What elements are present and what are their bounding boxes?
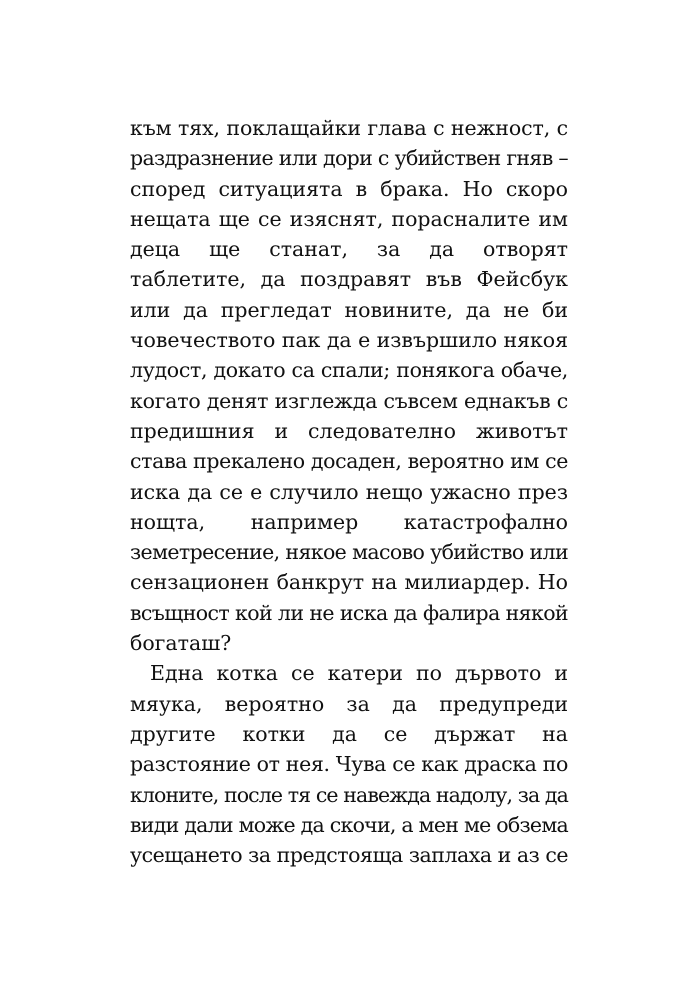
text-line: раздразнение или дори с убийствен гняв – (130, 146, 568, 171)
text-line: или да прегледат новините, да не би (130, 297, 568, 322)
text-line: таблетите, да поздравят във Фейсбук (130, 267, 568, 292)
text-line: иска да се е случило нещо ужасно през (130, 479, 568, 504)
text-line: според ситуацията в брака. Но скоро (130, 176, 568, 201)
text-line: деца ще станат, за да отворят (130, 237, 568, 262)
text-line: види дали може да скочи, а мен ме обзема (130, 812, 568, 837)
text-line: става прекалено досаден, вероятно им се (130, 449, 568, 474)
text-line: нещата ще се изяснят, порасналите им (130, 206, 568, 231)
text-line: човечеството пак да е извършило някоя (130, 328, 569, 353)
paragraph (130, 658, 568, 870)
body-text (130, 113, 568, 870)
paragraph (130, 113, 568, 658)
text-line: предишния и следователно животът (130, 418, 568, 443)
text-line: богаташ? (130, 631, 232, 656)
text-line: другите котки да се държат на (130, 721, 568, 746)
text-line: разстояние от нея. Чува се как драска по (130, 752, 568, 777)
text-line: мяука, вероятно за да предупреди (130, 691, 568, 716)
text-line: лудост, докато са спали; понякога обаче, (130, 358, 568, 383)
text-line: клоните, после тя се навежда надолу, за да (130, 782, 568, 807)
text-line: сензационен банкрут на милиардер. Но (130, 570, 568, 595)
text-line: усещането за предстояща заплаха и аз се (130, 843, 568, 868)
text-line: земетресение, някое масово убийство или (130, 540, 568, 565)
text-line: към тях, поклащайки глава с нежност, с (130, 116, 568, 140)
text-line: всъщност кой ли не иска да фалира някой (130, 600, 568, 625)
text-line: нощта, например катастрофално (130, 509, 568, 534)
text-line: когато денят изглежда съвсем еднакъв с (130, 388, 568, 413)
text-line: Една котка се катери по дървото и (150, 661, 568, 686)
